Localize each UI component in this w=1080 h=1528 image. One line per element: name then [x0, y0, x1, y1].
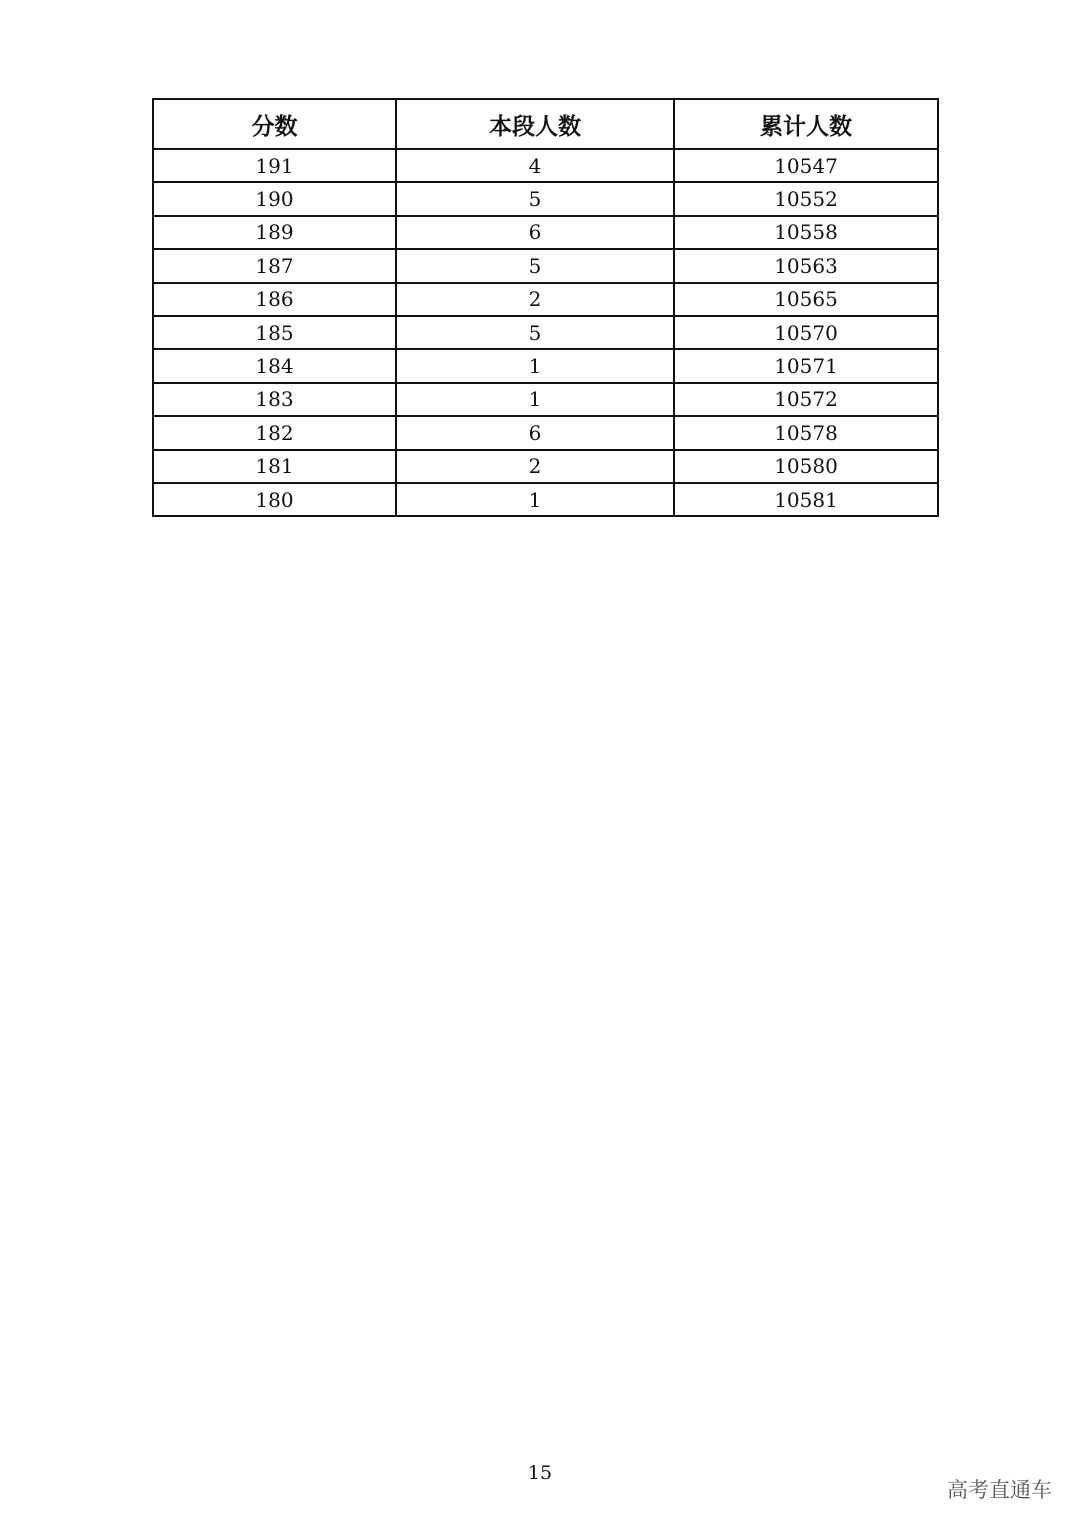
cell-segment-count: 5 [396, 182, 674, 215]
cell-cumulative-count: 10571 [674, 349, 938, 382]
cell-cumulative-count: 10578 [674, 416, 938, 449]
cell-segment-count: 6 [396, 416, 674, 449]
cell-score: 185 [153, 316, 396, 349]
cell-cumulative-count: 10563 [674, 249, 938, 282]
table-header-row [153, 99, 938, 149]
cell-cumulative-count: 10580 [674, 450, 938, 483]
cell-cumulative-count: 10570 [674, 316, 938, 349]
table-row [153, 316, 938, 349]
table-row [153, 450, 938, 483]
cell-score: 190 [153, 182, 396, 215]
cell-cumulative-count: 10547 [674, 149, 938, 182]
cell-score: 184 [153, 349, 396, 382]
header-cumulative-count: 累计人数 [674, 99, 938, 149]
cell-cumulative-count: 10558 [674, 216, 938, 249]
header-score: 分数 [153, 99, 396, 149]
page-number: 15 [527, 1462, 553, 1484]
table-row [153, 483, 938, 516]
table-row [153, 182, 938, 215]
table-row [153, 349, 938, 382]
table-row [153, 149, 938, 182]
cell-score: 180 [153, 483, 396, 516]
cell-cumulative-count: 10565 [674, 283, 938, 316]
cell-score: 189 [153, 216, 396, 249]
cell-segment-count: 2 [396, 283, 674, 316]
cell-segment-count: 1 [396, 483, 674, 516]
cell-score: 191 [153, 149, 396, 182]
cell-segment-count: 1 [396, 349, 674, 382]
cell-segment-count: 5 [396, 316, 674, 349]
table-row [153, 383, 938, 416]
cell-segment-count: 1 [396, 383, 674, 416]
cell-score: 181 [153, 450, 396, 483]
table-row [153, 216, 938, 249]
cell-cumulative-count: 10552 [674, 182, 938, 215]
cell-segment-count: 4 [396, 149, 674, 182]
header-segment-count: 本段人数 [396, 99, 674, 149]
table-row [153, 416, 938, 449]
cell-cumulative-count: 10581 [674, 483, 938, 516]
cell-segment-count: 2 [396, 450, 674, 483]
watermark-text: 高考直通车 [947, 1478, 1052, 1502]
cell-score: 183 [153, 383, 396, 416]
cell-score: 186 [153, 283, 396, 316]
table-row [153, 249, 938, 282]
cell-score: 182 [153, 416, 396, 449]
cell-score: 187 [153, 249, 396, 282]
table-row [153, 283, 938, 316]
score-distribution-table [152, 98, 939, 517]
cell-segment-count: 6 [396, 216, 674, 249]
cell-segment-count: 5 [396, 249, 674, 282]
cell-cumulative-count: 10572 [674, 383, 938, 416]
